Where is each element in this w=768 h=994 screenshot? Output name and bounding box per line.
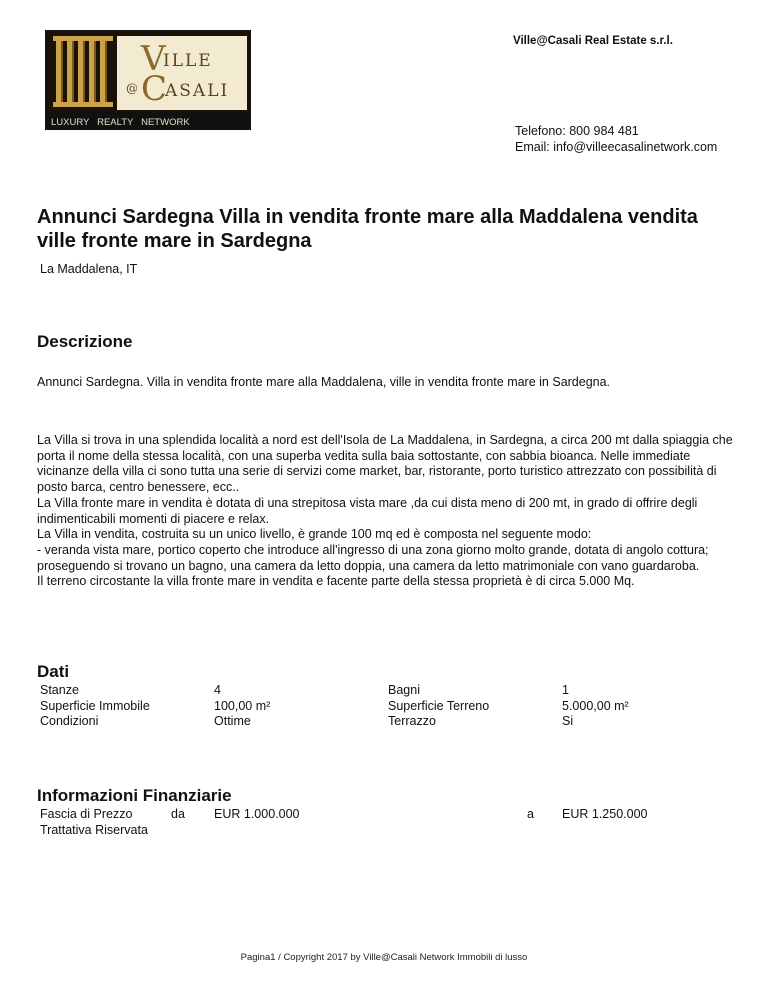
dati-left-labels (40, 683, 150, 730)
phone: Telefono: 800 984 481 (515, 124, 639, 138)
company-name: Ville@Casali Real Estate s.r.l. (513, 35, 673, 47)
dati-right-labels (388, 683, 489, 730)
ville-casali-logo (45, 30, 251, 130)
listing-location: La Maddalena, IT (40, 262, 138, 276)
dati-value: 4 (214, 683, 221, 697)
finance-heading: Informazioni Finanziarie (37, 786, 232, 805)
email: Email: info@villeecasalinetwork.com (515, 140, 718, 154)
description-intro: Annunci Sardegna. Villa in vendita fronte mare alla Maddalena, ville in vendita fronte mare in Sardegna. (37, 375, 611, 389)
description-paragraph: La Villa fronte mare in vendita è dotata di una strepitosa vista mare ,da cui dista meno di 200 mt, in grado di offrire degli indimenticabili momenti di piacere e relax. (37, 495, 698, 526)
listing-title: Annunci Sardegna Villa in vendita fronte mare alla Maddalena vendita ville fronte mare in Sardegna (37, 206, 698, 252)
page-footer: Pagina1 / Copyright 2017 by Ville@Casali Network Immobili di lusso (240, 952, 528, 963)
dati-label: Superficie Immobile (40, 698, 150, 713)
dati-heading: Dati (37, 662, 70, 681)
description-body (37, 433, 737, 590)
dati-value: 100,00 m² (214, 698, 271, 713)
dati-right-values (562, 683, 629, 730)
dati-label: Bagni (388, 683, 420, 697)
dati-label: Terrazzo (388, 714, 436, 728)
price-range-label (40, 807, 148, 838)
logo-brand-bottom: ASALI (165, 81, 230, 101)
logo-tagline: LUXURY REALTY NETWORK (51, 117, 190, 128)
description-heading: Descrizione (37, 332, 133, 351)
logo-brand-top: ILLE (163, 51, 213, 71)
dati-label: Stanze (40, 683, 79, 697)
price-to: a (527, 807, 534, 821)
price-min: EUR 1.000.000 (214, 807, 300, 821)
svg-text:C: C (141, 69, 168, 109)
price-max: EUR 1.250.000 (562, 807, 648, 821)
dati-value: Si (562, 714, 574, 728)
price-label: Fascia di Prezzo (40, 807, 133, 821)
contact-info (515, 123, 717, 155)
description-paragraph: La Villa in vendita, costruita su un unico livello, è grande 100 mq ed è composta nel seguente modo: (37, 527, 592, 542)
svg-text:@: @ (126, 81, 138, 95)
description-paragraph: - veranda vista mare, portico coperto che introduce all'ingresso di una zona giorno molto grande, dotata di angolo cottura; proseguendo si trovano un bagno, una camera da letto doppia, una camera da letto matrimoniale con vano guardaroba. (37, 542, 709, 573)
price-note: Trattativa Riservata (40, 822, 148, 837)
dati-left-values (214, 683, 270, 730)
svg-text:V: V (141, 39, 166, 79)
dati-label: Condizioni (40, 714, 99, 728)
dati-label: Superficie Terreno (388, 698, 490, 713)
dati-value: 5.000,00 m² (562, 698, 629, 713)
dati-value: Ottime (214, 714, 251, 728)
price-from: da (171, 807, 185, 821)
description-paragraph: La Villa si trova in una splendida località a nord est dell'Isola de La Maddalena, in Sardegna, a circa 200 mt dalla spiaggia che porta il nome della stessa località, con una superba vedita sulla baia sottostante, con sabbia bioanca. Nelle immediate vicinanze della villa ci sono tutta una serie di servizi come market, bar, ristorante, porto turistico attrezzato con possibilità di posto barca, centro benessere, ecc.. (37, 433, 733, 495)
dati-value: 1 (562, 683, 569, 697)
description-paragraph: Il terreno circostante la villa fronte mare in vendita e facente parte della stessa proprietà è di circa 5.000 Mq. (37, 574, 635, 589)
